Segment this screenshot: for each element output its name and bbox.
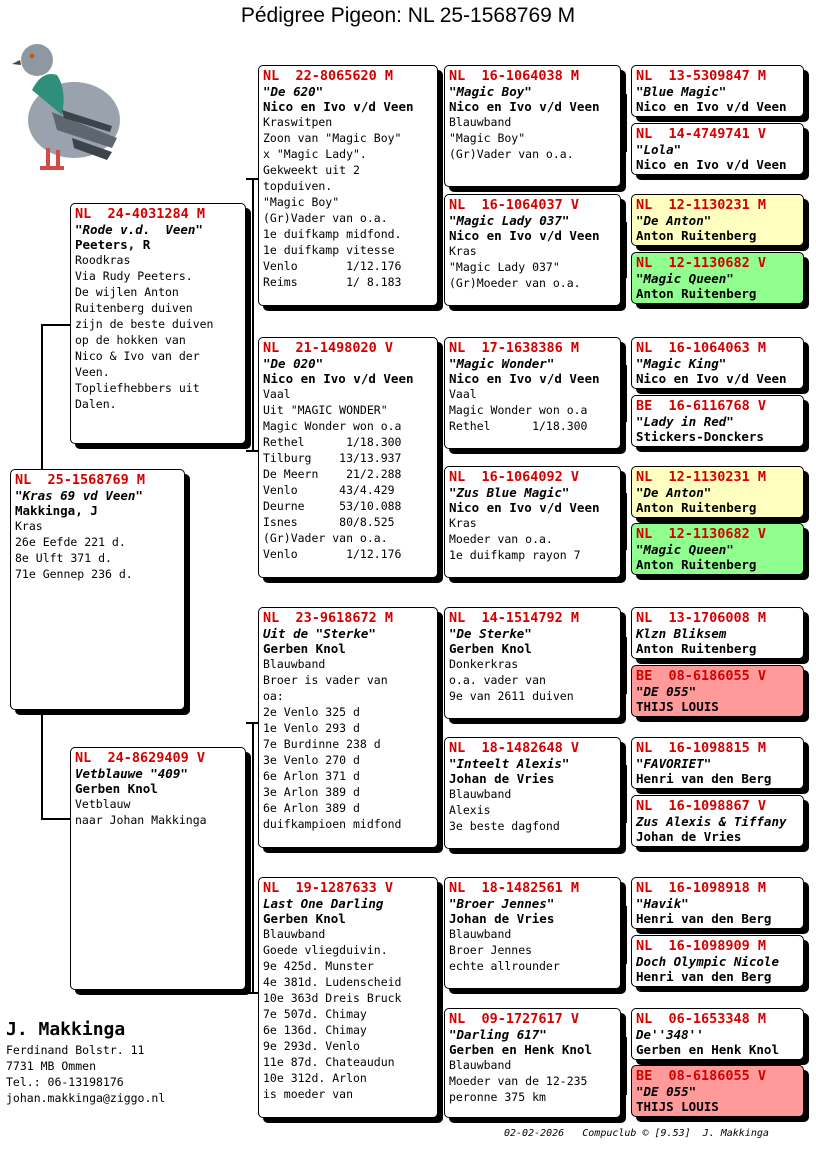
connector bbox=[246, 450, 258, 452]
pigeon-card-g3[interactable] bbox=[631, 194, 804, 246]
ring-number: BE 08-6186055 V bbox=[636, 1068, 767, 1084]
page-title: Pédigree Pigeon: NL 25-1568769 M bbox=[240, 4, 576, 27]
owner: Makkinga, J bbox=[15, 503, 98, 518]
info-line: Blauwband bbox=[449, 115, 512, 129]
pigeon-card-g5[interactable] bbox=[631, 337, 804, 389]
owner: Gerben en Henk Knol bbox=[636, 1042, 779, 1057]
pigeon-card-mff[interactable] bbox=[444, 607, 621, 719]
pigeon-card-g14[interactable] bbox=[631, 935, 804, 987]
info-line: 1e Venlo 293 d bbox=[263, 721, 360, 735]
pigeon-name: "Darling 617" bbox=[449, 1027, 547, 1042]
owner: Nico en Ivo v/d Veen bbox=[636, 99, 787, 114]
ring-number: NL 16-1098815 M bbox=[636, 740, 767, 756]
info-line: 10e 363d Dreis Bruck bbox=[263, 991, 402, 1005]
info-line: Ruitenberg duiven bbox=[75, 301, 193, 315]
owner: Gerben Knol bbox=[263, 911, 346, 926]
pigeon-card-ffm[interactable] bbox=[444, 194, 621, 306]
pigeon-card-g1[interactable] bbox=[631, 65, 804, 117]
pigeon-name: "Zus Blue Magic" bbox=[449, 485, 570, 500]
info-line: op de hokken van bbox=[75, 333, 186, 347]
info-line: "Magic Boy" bbox=[449, 131, 526, 145]
owner: Peeters, R bbox=[75, 237, 151, 252]
pigeon-name: "Lady in Red" bbox=[636, 414, 734, 429]
owner: Stickers-Donckers bbox=[636, 429, 764, 444]
ring-number: NL 24-8629409 V bbox=[75, 750, 206, 766]
ring-number: NL 18-1482648 V bbox=[449, 740, 580, 756]
pigeon-name: Uit de "Sterke" bbox=[263, 626, 376, 641]
connector bbox=[625, 493, 627, 550]
info-line: 2e Venlo 325 d bbox=[263, 705, 360, 719]
ring-number: NL 12-1130231 M bbox=[636, 469, 767, 485]
pigeon-card-g9[interactable] bbox=[631, 607, 804, 659]
info-line: 71e Gennep 236 d. bbox=[15, 567, 133, 581]
info-line: Blauwband bbox=[263, 657, 326, 671]
breeder-info bbox=[6, 1018, 165, 1106]
owner: Gerben Knol bbox=[449, 641, 532, 656]
ring-number: NL 16-1064063 M bbox=[636, 340, 767, 356]
owner: Nico en Ivo v/d Veen bbox=[449, 99, 600, 114]
info-line: duifkampioen midfond bbox=[263, 817, 402, 831]
info-line: Topliefhebbers uit bbox=[75, 381, 200, 395]
info-line: 8e Ulft 371 d. bbox=[15, 551, 112, 565]
pigeon-card-fmm[interactable] bbox=[444, 466, 621, 578]
pigeon-card-mfm[interactable] bbox=[444, 737, 621, 849]
ring-number: NL 23-9618672 M bbox=[263, 610, 394, 626]
info-line: 3e Venlo 270 d bbox=[263, 753, 360, 767]
info-line: topduiven. bbox=[263, 179, 333, 193]
info-line: peronne 375 km bbox=[449, 1090, 546, 1104]
ring-number: NL 17-1638386 M bbox=[449, 340, 580, 356]
connector bbox=[41, 709, 43, 819]
pigeon-card-fff[interactable] bbox=[444, 65, 621, 187]
pigeon-card-mmf[interactable] bbox=[444, 877, 621, 989]
pigeon-name: "Inteelt Alexis" bbox=[449, 756, 570, 771]
connector bbox=[625, 765, 627, 823]
connector bbox=[625, 94, 627, 152]
info-line: 26e Eefde 221 d. bbox=[15, 535, 126, 549]
info-line: Vaal bbox=[263, 387, 291, 401]
owner: Anton Ruitenberg bbox=[636, 286, 757, 301]
ring-number: NL 21-1498020 V bbox=[263, 340, 394, 356]
owner: Nico en Ivo v/d Veen bbox=[636, 371, 787, 386]
info-line: Vaal bbox=[449, 387, 477, 401]
ring-number: NL 13-5309847 M bbox=[636, 68, 767, 84]
owner: Nico en Ivo v/d Veen bbox=[449, 228, 600, 243]
info-line: Moeder van de 12-235 bbox=[449, 1074, 588, 1088]
pigeon-name: "De 620" bbox=[263, 84, 324, 99]
info-line: 6e Arlon 389 d bbox=[263, 801, 360, 815]
info-line: 7e Burdinne 238 d bbox=[263, 737, 381, 751]
pigeon-card-fm[interactable] bbox=[258, 337, 438, 578]
info-line: echte allrounder bbox=[449, 959, 560, 973]
pigeon-card-g7[interactable] bbox=[631, 466, 804, 518]
ring-number: NL 12-1130682 V bbox=[636, 255, 767, 271]
info-line: x "Magic Lady". bbox=[263, 147, 367, 161]
pigeon-card-g16[interactable] bbox=[631, 1065, 804, 1117]
owner: Anton Ruitenberg bbox=[636, 557, 757, 572]
info-line: Kras bbox=[449, 244, 477, 258]
owner: Gerben en Henk Knol bbox=[449, 1042, 592, 1057]
pigeon-name: "Broer Jennes" bbox=[449, 896, 555, 911]
pigeon-card-father[interactable] bbox=[70, 203, 246, 444]
owner: THIJS LOUIS bbox=[636, 1099, 719, 1114]
info-line: 11e 87d. Chateaudun bbox=[263, 1055, 395, 1069]
info-line: Blauwband bbox=[449, 927, 512, 941]
ring-number: NL 16-1064092 V bbox=[449, 469, 580, 485]
info-line: 1e duifkamp midfond. bbox=[263, 227, 402, 241]
info-line: De Meern 21/2.288 bbox=[263, 467, 402, 481]
info-line: Blauwband bbox=[263, 927, 326, 941]
info-line: Kras bbox=[449, 516, 477, 530]
info-line: oa: bbox=[263, 689, 284, 703]
ring-number: NL 24-4031284 M bbox=[75, 206, 206, 222]
connector bbox=[41, 818, 71, 820]
owner: Nico en Ivo v/d Veen bbox=[263, 99, 414, 114]
connector bbox=[625, 906, 627, 964]
info-line: Isnes 80/8.525 bbox=[263, 515, 395, 529]
pigeon-name: "Magic Queen" bbox=[636, 271, 734, 286]
ring-number: NL 14-1514792 M bbox=[449, 610, 580, 626]
info-line: Veen. bbox=[75, 365, 110, 379]
owner: Henri van den Berg bbox=[636, 771, 772, 786]
pigeon-name: "Blue Magic" bbox=[636, 84, 727, 99]
pigeon-name: "De 020" bbox=[263, 356, 324, 371]
pigeon-name: De''348'' bbox=[636, 1027, 704, 1042]
owner: Henri van den Berg bbox=[636, 911, 772, 926]
info-line: "Magic Lady 037" bbox=[449, 260, 560, 274]
info-line: Kras bbox=[15, 519, 43, 533]
pigeon-name: "De Sterke" bbox=[449, 626, 532, 641]
ring-number: NL 12-1130231 M bbox=[636, 197, 767, 213]
owner: Johan de Vries bbox=[449, 771, 555, 786]
ring-number: NL 09-1727617 V bbox=[449, 1011, 580, 1027]
owner: Henri van den Berg bbox=[636, 969, 772, 984]
info-line: Venlo 1/12.176 bbox=[263, 259, 402, 273]
breeder-email: johan.makkinga@ziggo.nl bbox=[6, 1091, 166, 1105]
pigeon-name: Last One Darling bbox=[263, 896, 384, 911]
pigeon-card-mother[interactable] bbox=[70, 747, 246, 990]
pigeon-card-subject[interactable] bbox=[10, 469, 185, 710]
ring-number: NL 18-1482561 M bbox=[449, 880, 580, 896]
info-line: Gekweekt uit 2 bbox=[263, 163, 360, 177]
owner: Nico en Ivo v/d Veen bbox=[263, 371, 414, 386]
info-line: Blauwband bbox=[449, 1058, 512, 1072]
connector bbox=[438, 395, 440, 515]
pigeon-name: "Magic Wonder" bbox=[449, 356, 555, 371]
info-line: (Gr)Vader van o.a. bbox=[263, 211, 388, 225]
connector bbox=[252, 722, 254, 992]
info-line: Goede vliegduivin. bbox=[263, 943, 388, 957]
info-line: Broer Jennes bbox=[449, 943, 533, 957]
info-line: Kraswitpen bbox=[263, 115, 333, 129]
info-line: Roodkras bbox=[75, 253, 131, 267]
pigeon-name: Klzn Bliksem bbox=[636, 626, 727, 641]
pigeon-card-g2[interactable] bbox=[631, 123, 804, 175]
pigeon-name: "De Anton" bbox=[636, 213, 712, 228]
connector bbox=[438, 126, 440, 242]
pigeon-card-mmm[interactable] bbox=[444, 1008, 621, 1118]
info-line: 1e duifkamp rayon 7 bbox=[449, 548, 581, 562]
owner: Gerben Knol bbox=[263, 641, 346, 656]
pigeon-name: "De Anton" bbox=[636, 485, 712, 500]
ring-number: NL 22-8065620 M bbox=[263, 68, 394, 84]
connector bbox=[41, 324, 43, 470]
pigeon-name: "FAVORIET" bbox=[636, 756, 712, 771]
connector bbox=[625, 365, 627, 422]
info-line: Uit "MAGIC WONDER" bbox=[263, 403, 388, 417]
info-line: "Magic Boy" bbox=[263, 195, 340, 209]
footer-text: 02-02-2026 Compuclub © [9.53] J. Makkinga bbox=[504, 1128, 769, 1139]
info-line: Donkerkras bbox=[449, 657, 519, 671]
pigeon-name: "Havik" bbox=[636, 896, 689, 911]
pigeon-card-g12[interactable] bbox=[631, 795, 804, 847]
info-line: 4e 381d. Ludenscheid bbox=[263, 975, 402, 989]
info-line: Magic Wonder won o.a bbox=[263, 419, 402, 433]
connector bbox=[438, 937, 440, 1065]
pigeon-card-mm[interactable] bbox=[258, 877, 438, 1118]
connector bbox=[438, 656, 440, 784]
info-line: (Gr)Vader van o.a. bbox=[263, 531, 388, 545]
owner: Nico en Ivo v/d Veen bbox=[636, 157, 787, 172]
pigeon-name: "DE 055" bbox=[636, 1084, 697, 1099]
info-line: Broer is vader van bbox=[263, 673, 388, 687]
pigeon-card-ff[interactable] bbox=[258, 65, 438, 306]
info-line: De wijlen Anton bbox=[75, 285, 179, 299]
owner: Nico en Ivo v/d Veen bbox=[449, 500, 600, 515]
info-line: 10e 312d. Arlon bbox=[263, 1071, 367, 1085]
info-line: Reims 1/ 8.183 bbox=[263, 275, 402, 289]
ring-number: NL 14-4749741 V bbox=[636, 126, 767, 142]
info-line: 6e Arlon 371 d bbox=[263, 769, 360, 783]
owner: THIJS LOUIS bbox=[636, 699, 719, 714]
ring-number: NL 16-1064037 V bbox=[449, 197, 580, 213]
info-line: 9e van 2611 duiven bbox=[449, 689, 574, 703]
info-line: Magic Wonder won o.a bbox=[449, 403, 588, 417]
ring-number: NL 16-1064038 M bbox=[449, 68, 580, 84]
ring-number: BE 08-6186055 V bbox=[636, 668, 767, 684]
pigeon-card-fmf[interactable] bbox=[444, 337, 621, 449]
owner: Gerben Knol bbox=[75, 781, 158, 796]
pigeon-name: Zus Alexis & Tiffany bbox=[636, 814, 787, 829]
info-line: 3e beste dagfond bbox=[449, 819, 560, 833]
ring-number: NL 25-1568769 M bbox=[15, 472, 146, 488]
pigeon-name: "Kras 69 vd Veen" bbox=[15, 488, 143, 503]
owner: Anton Ruitenberg bbox=[636, 500, 757, 515]
info-line: Tilburg 13/13.937 bbox=[263, 451, 402, 465]
pigeon-name: Doch Olympic Nicole bbox=[636, 954, 779, 969]
pigeon-name: "Magic Queen" bbox=[636, 542, 734, 557]
info-line: 9e 293d. Venlo bbox=[263, 1039, 360, 1053]
info-line: Venlo 43/4.429 bbox=[263, 483, 395, 497]
info-line: Dalen. bbox=[75, 397, 117, 411]
pigeon-card-g8[interactable] bbox=[631, 523, 804, 575]
pigeon-card-g4[interactable] bbox=[631, 252, 804, 304]
owner: Nico en Ivo v/d Veen bbox=[449, 371, 600, 386]
breeder-city: 7731 MB Ommen bbox=[6, 1059, 97, 1073]
info-line: 9e 425d. Munster bbox=[263, 959, 374, 973]
info-line: (Gr)Vader van o.a. bbox=[449, 147, 574, 161]
pigeon-name: "Magic King" bbox=[636, 356, 727, 371]
info-line: Deurne 53/10.088 bbox=[263, 499, 402, 513]
connector bbox=[625, 1037, 627, 1095]
pigeon-name: "Magic Boy" bbox=[449, 84, 532, 99]
info-line: o.a. vader van bbox=[449, 673, 546, 687]
pigeon-card-g15[interactable] bbox=[631, 1008, 804, 1060]
info-line: 1e duifkamp vitesse bbox=[263, 243, 395, 257]
info-line: is moeder van bbox=[263, 1087, 354, 1101]
ring-number: NL 19-1287633 V bbox=[263, 880, 394, 896]
pigeon-card-g11[interactable] bbox=[631, 737, 804, 789]
owner: Anton Ruitenberg bbox=[636, 228, 757, 243]
owner: Johan de Vries bbox=[636, 829, 742, 844]
connector bbox=[252, 178, 254, 450]
connector bbox=[625, 222, 627, 278]
info-line: zijn de beste duiven bbox=[75, 317, 214, 331]
ring-number: NL 12-1130682 V bbox=[636, 526, 767, 542]
info-line: Vetblauw bbox=[75, 797, 131, 811]
ring-number: NL 13-1706008 M bbox=[636, 610, 767, 626]
owner: Johan de Vries bbox=[449, 911, 555, 926]
info-line: Nico & Ivo van der bbox=[75, 349, 200, 363]
connector bbox=[41, 324, 71, 326]
connector bbox=[625, 637, 627, 694]
ring-number: NL 16-1098918 M bbox=[636, 880, 767, 896]
breeder-address: Ferdinand Bolstr. 11 bbox=[6, 1043, 145, 1057]
info-line: Moeder van o.a. bbox=[449, 532, 553, 546]
pigeon-card-mf[interactable] bbox=[258, 607, 438, 848]
info-line: Blauwband bbox=[449, 787, 512, 801]
pigeon-name: "Magic Lady 037" bbox=[449, 213, 570, 228]
breeder-name: J. Makkinga bbox=[6, 1019, 126, 1040]
connector bbox=[246, 992, 258, 994]
info-line: Rethel 1/18.300 bbox=[263, 435, 402, 449]
info-line: 6e 136d. Chimay bbox=[263, 1023, 367, 1037]
ring-number: NL 06-1653348 M bbox=[636, 1011, 767, 1027]
pigeon-card-g13[interactable] bbox=[631, 877, 804, 929]
info-line: 7e 507d. Chimay bbox=[263, 1007, 367, 1021]
owner: Anton Ruitenberg bbox=[636, 641, 757, 656]
pigeon-name: "DE 055" bbox=[636, 684, 697, 699]
info-line: Rethel 1/18.300 bbox=[449, 419, 588, 433]
pigeon-card-g10[interactable] bbox=[631, 665, 804, 717]
info-line: 3e Arlon 389 d bbox=[263, 785, 360, 799]
ring-number: NL 16-1098909 M bbox=[636, 938, 767, 954]
info-line: Alexis bbox=[449, 803, 491, 817]
pigeon-image bbox=[12, 20, 122, 180]
pigeon-name: "Rode v.d. Veen" bbox=[75, 222, 203, 237]
info-line: Zoon van "Magic Boy" bbox=[263, 131, 402, 145]
pigeon-name: Vetblauwe "409" bbox=[75, 766, 188, 781]
ring-number: BE 16-6116768 V bbox=[636, 398, 767, 414]
pigeon-card-g6[interactable] bbox=[631, 395, 804, 447]
info-line: Venlo 1/12.176 bbox=[263, 547, 402, 561]
info-line: Via Rudy Peeters. bbox=[75, 269, 193, 283]
ring-number: NL 16-1098867 V bbox=[636, 798, 767, 814]
breeder-phone: Tel.: 06-13198176 bbox=[6, 1075, 124, 1089]
info-line: (Gr)Moeder van o.a. bbox=[449, 276, 581, 290]
pigeon-name: "Lola" bbox=[636, 142, 682, 157]
info-line: naar Johan Makkinga bbox=[75, 813, 207, 827]
